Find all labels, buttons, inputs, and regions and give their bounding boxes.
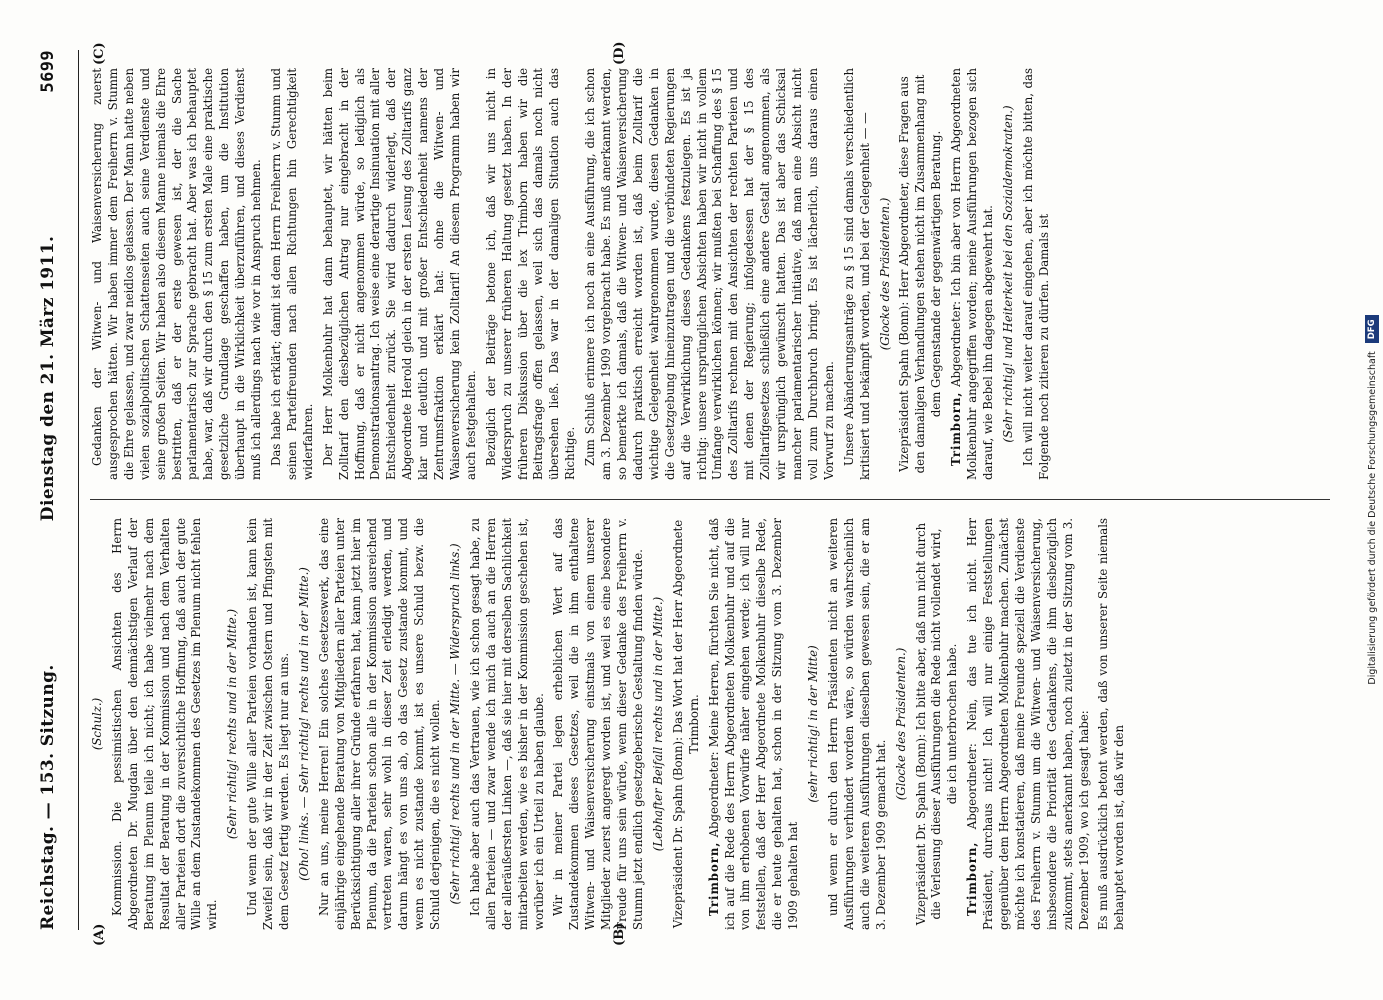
stage-direction [297, 518, 313, 930]
speaker-name: Trimborn, [706, 841, 721, 916]
paragraph [484, 68, 579, 480]
paragraph [965, 518, 1092, 930]
quotation [1096, 518, 1128, 930]
presiding-remark [897, 68, 945, 480]
paragraph [842, 68, 874, 480]
paragraph-text: Abgeordneter: Meine Herren, fürchten Sie nicht, daß ich auf die Rede des Herrn Abgeordneten Molkenbuhr und auf die von ihm erhobenen Vorwürfe näher eingehen werde; ich will nur feststellen, daß der Herr Abgeordnete Molkenbuhr dieselbe Rede, die er heute gehalten hat, schon in der Sitzung vom 3. Dezember 1909 gehalten hat [706, 518, 801, 930]
paragraph-text: Der Herr Molkenbuhr hat dann behauptet, wir hätten beim Zolltarif den diesbezüglichen Antrag nur eingebracht in der Hoffnung, daß er nicht angenommen würde, so lediglich als Demonstrationsantrag. Ich weise eine derartige Insinuation mit aller Entschiedenheit zurück. Sie wird dadurch widerlegt, daß der Abgeordnete Herold gleich in der ersten Lesung des Zolltarifs ganz klar und deutlich und mit großer Entschiedenheit namens der Zentrumsfraktion erklärt hat: ohne die Witwen- und Waisenversicherung kein Zolltarif! An diesem Programm haben wir auch festgehalten. [320, 68, 478, 480]
digitization-credit: Digitalisierung gefördert durch die Deutsche Forschungsgemeinschaft [1366, 351, 1378, 685]
stage-direction [894, 518, 910, 930]
paragraph-text: Vizepräsident Dr. Spahn (Bonn): Ich bitte aber, daß nun nicht durch die Verlesung dieser Ausführungen die Rede nicht vollendet wird, die ich unterbrochen habe. [913, 522, 960, 926]
paragraph [551, 518, 646, 930]
presiding-remark [914, 518, 962, 930]
paragraph-text: Das habe ich erklärt; damit ist dem Herrn Freiherrn v. Stumm und seinen Parteifreunden nach allen Richtungen hin Gerechtigkeit widerfahren. [268, 68, 315, 480]
right-column [90, 68, 1330, 480]
speaker-name: Trimborn, [965, 841, 980, 916]
paragraph-text: Ich will nicht weiter darauf eingehen, aber ich möchte bitten, das Folgende noch zitieren zu dürfen. Damals ist [1020, 68, 1051, 480]
paragraph-text: (sehr richtig! in der Mitte) [806, 645, 821, 803]
paragraph-text: (Glocke des Präsidenten.) [877, 197, 892, 351]
paragraph-text: Abgeordneter: Nein, das tue ich nicht. Herr Präsident, durchaus nicht! Ich will nur einige Feststellungen gegenüber dem Herrn Abgeordneten Molkenbuhr machen. Zunächst möchte ich konstatieren, daß meine Freunde speziell die Verdienste des Freiherrn v. Stumm um die Witwen- und Waisenversicherung, insbesondere die Priorität des Gedankens, die ihm diesbezüglich zukommt, stets anerkannt haben, noch zuletzt in der Sitzung vom 3. Dezember 1909, wo ich gesagt habe: [965, 518, 1091, 930]
left-column [90, 518, 1330, 930]
paragraph-text: Zum Schluß erinnere ich noch an eine Ausführung, die ich schon am 3. Dezember 1909 vorgebracht habe. Es muß anerkannt werden, so bemerkte ich damals, daß die Witwen- und Waisenversicherung dadurch praktisch erreicht worden ist, daß beim Zolltarif die wichtige Gelegenheit wahrgenommen wurde, diesen Gedanken in die Gesetzgebung hineinzutragen und die verbündeten Regierungen auf die Verwirklichung dieses Gedankens festzulegen. Es ist ja richtig: unsere ursprünglichen Absichten haben wir nicht in vollem Umfange verwirklichen können; wir mußten bei Schaffung des § 15 des Zolltarifs rechnen mit den Ansichten der rechten Parteien und mit denen der Regierung; infolgedessen hat der § 15 des Zolltarifgesetzes schließlich eine andere Gestalt angenommen, als wir ursprünglich gewünscht hatten. Das ist aber das Schicksal mancher parlamentarischer Initiative, daß man eine Absicht nicht voll zum Durchbruch bringt. Es ist lächerlich, uns daraus einen Vorwurf zu machen. [583, 68, 836, 480]
stage-direction [806, 518, 822, 930]
paragraph-text: (Glocke des Präsidenten.) [893, 647, 908, 801]
margin-letter-b: (B) [612, 922, 627, 946]
paragraph [245, 518, 293, 930]
paragraph-text: Abgeordneter: Ich bin aber von Herrn Abgeordneten Molkenbuhr angegriffen worden; meine Ausführungen bezogen sich darauf, wie Bebel ihn dagegen abgewehrt hat. [949, 68, 995, 480]
column-divider [90, 499, 1330, 500]
stage-direction [90, 518, 106, 930]
paragraph-text: und wenn er durch den Herrn Präsidenten nicht an weiteren Ausführungen verhindert worden wäre, so würden wahrscheinlich auch die weiteren Ausführungen dieselben gewesen sein, die er am 3. Dezember 1909 gemacht hat. [825, 518, 888, 930]
paragraph-text: Und wenn der gute Wille aller Parteien vorhanden ist, kann kein Zweifel sein, daß wir in der Zeit zwischen Ostern und Pfingsten mit dem Gesetz fertig werden. Es liegt nur an uns. [245, 518, 291, 930]
paragraph [949, 68, 997, 480]
paragraph-text: (Schulz.) [90, 697, 104, 751]
header-date: Dienstag den 21. März 1911. [38, 235, 58, 522]
paragraph-text: Ich habe aber auch das Vertrauen, wie ich schon gesagt habe, zu allen Parteien — und zwar wende ich mich da auch an die Herren der alleräußersten Linken —, daß sie hier mit derselben Sachlichkeit mitarbeiten werden, wie es bisher in der Kommission geschehen ist, worüber ich ein Urteil zu haben glaube. [467, 518, 546, 930]
page-footer [1363, 0, 1381, 1000]
paragraph-text: Vizepräsident Dr. Spahn (Bonn): Das Wort hat der Herr Abgeordnete Trimborn. [670, 519, 701, 929]
paragraph [321, 68, 480, 480]
margin-letter-c: (C) [92, 42, 107, 65]
paragraph [583, 68, 838, 480]
presiding-remark [671, 518, 703, 930]
paragraph [707, 518, 802, 930]
stage-direction [651, 518, 667, 930]
dfg-logo: DFG [1365, 315, 1379, 343]
paragraph [1021, 68, 1053, 480]
paragraph [317, 518, 444, 930]
margin-letter-a: (A) [92, 923, 107, 946]
paragraph-text: (Lebhafter Beifall rechts und in der Mitte.) [650, 596, 665, 852]
margin-letter-d: (D) [612, 41, 627, 65]
stage-direction [448, 518, 464, 930]
paragraph-text: (Oho! links. — Sehr richtig! rechts und in der Mitte.) [296, 567, 311, 881]
paragraph [90, 68, 265, 480]
paragraph-text: (Sehr richtig! und Heiterkeit bei den Sozialdemokraten.) [1000, 105, 1015, 443]
stage-direction [878, 68, 894, 480]
paragraph [826, 518, 890, 930]
paragraph [110, 518, 221, 930]
paragraph-text: (Sehr richtig! rechts und in der Mitte.) [225, 608, 240, 840]
page-header [38, 50, 79, 930]
page-number: 5699 [38, 50, 58, 93]
paragraph-text: Nur an uns, meine Herren! Ein solches Gesetzeswerk, das eine einjährige eingehende Beratung von Mitgliedern aller Parteien unter Berücksichtigung aller ihrer Gründe erfahren hat, kann jetzt hier im Plenum, da die Parteien schon alle in der Kommission ausreichend vertreten waren, sehr wohl in dieser Zeit erledigt werden, und darum hängt es von uns ab, ob das Gesetz zustande kommt, und wenn es nicht zustande kommt, ist es unsere Schuld bezw. die Schuld derjenigen, die es nicht wollen. [316, 518, 443, 930]
paragraph-text: Unsere Abänderungsanträge zu § 15 sind damals verschiedentlich kritisiert und bekämpft worden, und bei der Gelegenheit — — [841, 68, 872, 480]
paragraph-text: Gedanken der Witwen- und Waisenversicherung zuerst ausgesprochen hätten. Wir haben immer dem Freiherrn v. Stumm die Ehre gelassen, und zwar neidlos gelassen. Der Mann hatte neben vielen sozialpolitischen Schattenseiten auch seine Verdienste und seine großen Seiten. Wir haben also diesem Manne niemals die Ehre bestritten, daß er der erste gewesen ist, der die Sache parlamentarisch zur Sprache gebracht hat. Aber was ich behauptet habe, war, daß wir durch den § 15 zum ersten Male eine praktische gesetzliche Grundlage geschaffen haben, um die Institution überhaupt in die Wirklichkeit überzuführen, und dieses Verdienst muß ich allerdings nach wie vor in Anspruch nehmen. [90, 68, 264, 480]
paragraph [269, 68, 317, 480]
paragraph-text: (Sehr richtig! rechts und in der Mitte. — Widerspruch links.) [448, 543, 463, 905]
stage-direction [225, 518, 241, 930]
paragraph [468, 518, 548, 930]
paragraph-text: Kommission. Die pessimistischen Ansichten des Herrn Abgeordneten Dr. Mugdan über den demnächstigen Verlauf der Beratung im Plenum teile ich nicht; ich habe vielmehr nach dem Resultat der Beratung in der Kommission und nach dem Verhalten aller Parteien dort die zuversichtliche Hoffnung, daß auch der gute Wille an dem Zustandekommen des Gesetzes im Plenum nicht fehlen wird. [109, 518, 220, 930]
paragraph-text: Bezüglich der Beiträge betone ich, daß wir uns nicht in Widerspruch zu unserer früheren Haltung gesetzt haben. In der früheren Diskussion über die lex Trimborn haben wir die Beitragsfrage offen gelassen, weil sich das damals noch nicht übersehen ließ. Das war in der damaligen Situation auch das Richtige. [483, 68, 578, 480]
stage-direction [1001, 68, 1017, 480]
speaker-name: Trimborn, [949, 391, 964, 466]
paragraph-text: Es muß ausdrücklich betont werden, daß von unserer Seite niemals behauptet worden ist, daß wir den [1096, 518, 1127, 930]
paragraph-text: Vizepräsident Spahn (Bonn): Herr Abgeordneter, diese Fragen aus den damaligen Verhandlungen stehen nicht im Zusammenhang mit dem Gegenstande der gegenwärtigen Beratung. [897, 74, 944, 474]
header-left: Reichstag. — 153. Sitzung. [38, 664, 58, 930]
paragraph-text: Wir in meiner Partei legen erheblichen Wert auf das Zustandekommen dieses Gesetzes, weil die in ihm enthaltene Witwen- und Waisenversicherung einstmals von einem unserer Mitglieder zuerst angeregt worden ist, und weil es eine besondere Freude für uns sein würde, wenn dieser Gedanke des Freiherrn v. Stumm jetzt endlich gesetzgeberische Gestaltung finden würde. [551, 518, 645, 930]
